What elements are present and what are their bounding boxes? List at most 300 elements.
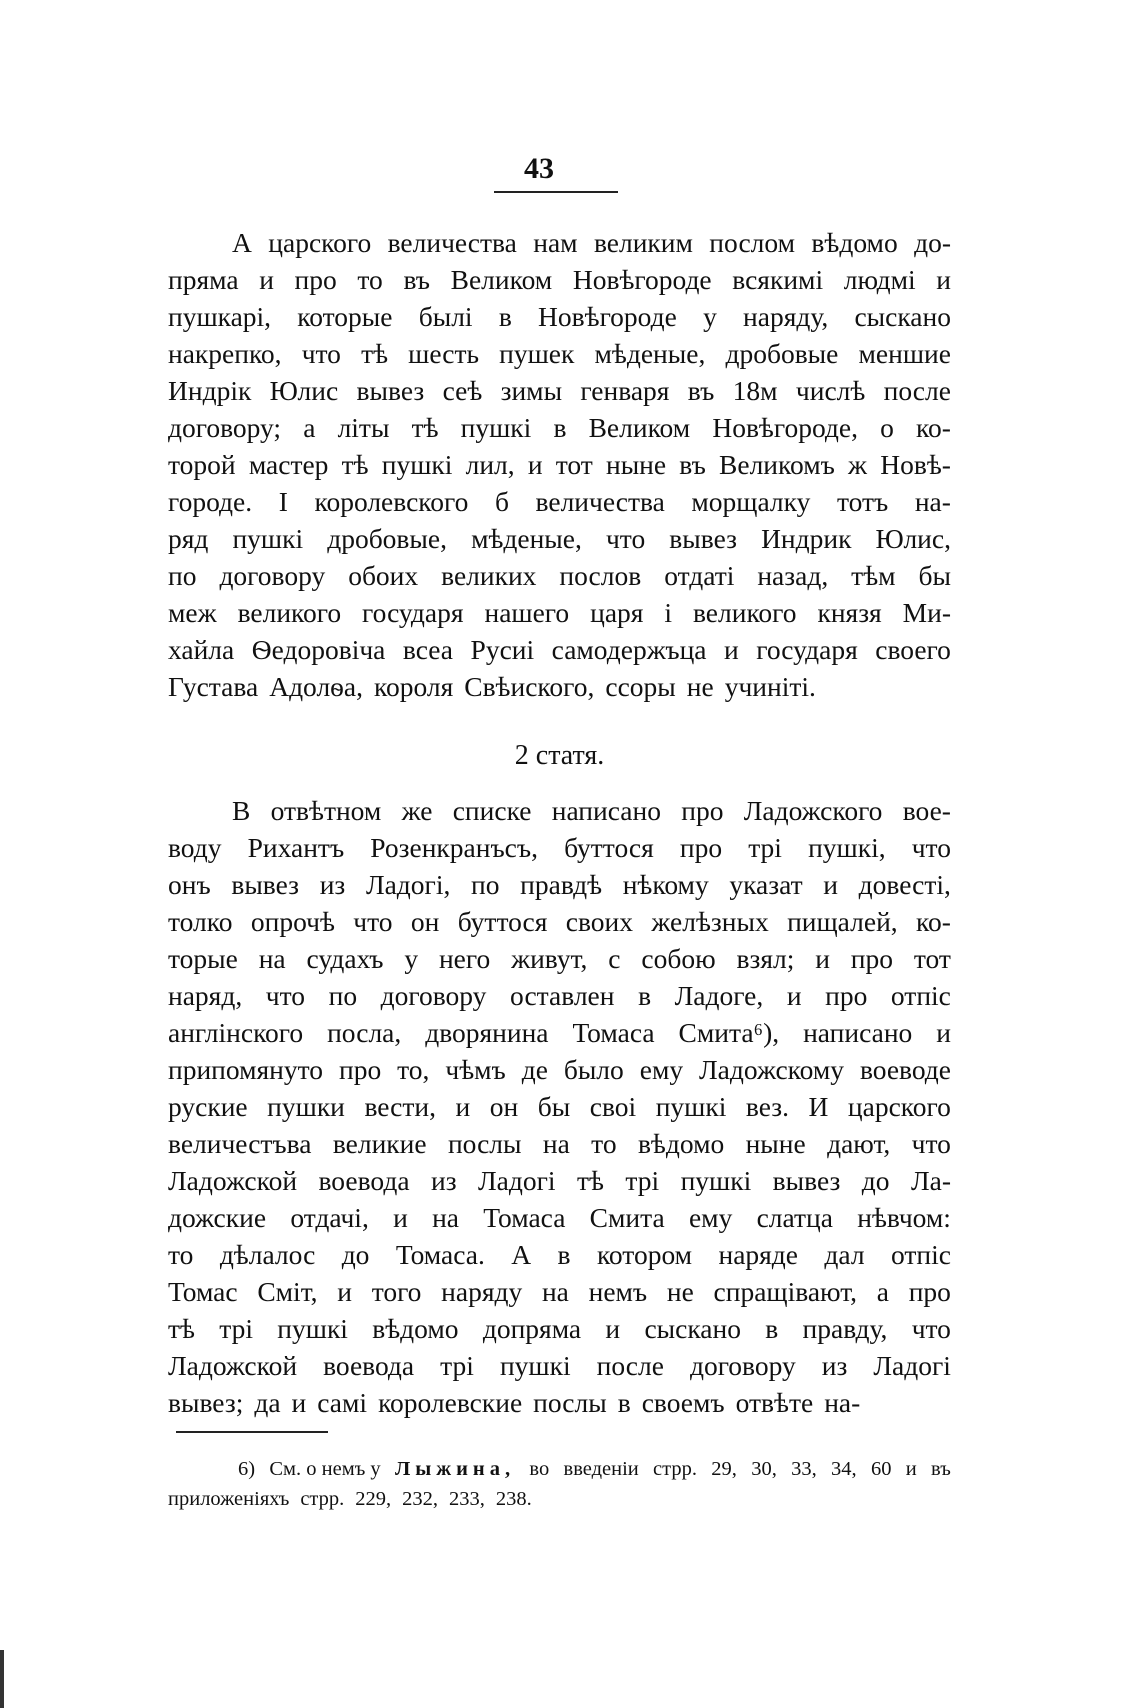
text-word: было	[563, 1054, 624, 1085]
text-word: вывез	[231, 869, 300, 900]
text-line	[168, 903, 951, 940]
text-word: Томаса.	[395, 1239, 485, 1270]
footnote-rule	[176, 1431, 328, 1433]
text-line	[168, 1162, 951, 1199]
text-word: отвѣте	[735, 1387, 814, 1418]
text-word: и	[605, 1313, 621, 1344]
text-word: нам	[533, 227, 578, 258]
text-word: князя	[817, 597, 882, 628]
text-word: В	[232, 795, 251, 826]
text-word: Юлис,	[875, 523, 951, 554]
text-word: на-	[824, 1387, 861, 1418]
text-line	[168, 940, 951, 977]
text-word: ж	[848, 449, 868, 480]
text-word: всякимі	[732, 264, 824, 295]
text-word: мѣденые,	[471, 523, 582, 554]
text-word: и	[393, 1202, 408, 1233]
text-word: послы	[447, 1128, 522, 1159]
text-line	[168, 1273, 951, 1310]
text-word: живут,	[511, 943, 588, 974]
footnote-word: 233,	[449, 1488, 485, 1510]
text-word: Великом	[588, 412, 691, 443]
text-word: дал	[824, 1239, 865, 1270]
text-word: и	[724, 634, 739, 665]
text-word: самодержъца	[551, 634, 707, 665]
text-word: Свѣиского,	[464, 671, 595, 702]
text-word: тѣ	[361, 338, 389, 369]
text-word: и	[936, 1017, 951, 1048]
text-word: написано	[803, 1017, 913, 1048]
text-word: отдачі,	[290, 1202, 369, 1233]
text-word: и	[337, 1276, 352, 1307]
text-word: что	[301, 338, 341, 369]
text-word: Индрик	[761, 523, 852, 554]
text-word: въ	[687, 375, 715, 406]
text-word: Ла-	[910, 1165, 951, 1196]
text-word: желѣзных	[651, 906, 769, 937]
text-word: из	[319, 869, 346, 900]
text-word: Сміт,	[257, 1276, 318, 1307]
text-word: хайла	[168, 634, 235, 665]
text-word: взял;	[736, 943, 795, 974]
text-word: дворянина	[425, 1017, 549, 1048]
text-word: шесть	[408, 338, 480, 369]
text-word: трі	[219, 1313, 253, 1344]
text-word: же	[401, 795, 433, 826]
text-word: то,	[397, 1054, 430, 1085]
text-line	[168, 372, 951, 409]
text-word: и	[455, 1091, 471, 1122]
text-word: государя	[362, 597, 464, 628]
text-word: о	[880, 412, 894, 443]
text-line	[168, 668, 951, 705]
text-word: Томас	[168, 1276, 238, 1307]
text-word: трі	[440, 1350, 474, 1381]
text-word: трі	[748, 832, 782, 863]
text-word: до	[341, 1239, 370, 1270]
text-word: и	[936, 264, 951, 295]
text-word: сыскано	[644, 1313, 741, 1344]
text-word: дожские	[168, 1202, 267, 1233]
text-word: дѣлалос	[219, 1239, 316, 1270]
text-word: договору	[219, 560, 326, 591]
text-word: пряма	[168, 264, 239, 295]
text-word: вывез;	[168, 1387, 244, 1418]
text-word: трі	[625, 1165, 660, 1196]
footnote-marker: 6)	[238, 1458, 256, 1480]
text-word: мѣденые,	[594, 338, 706, 369]
text-word: договору	[380, 980, 487, 1011]
text-word: до-	[914, 227, 951, 258]
text-word: на-	[914, 486, 951, 517]
text-word: Новѣгороде	[538, 301, 677, 332]
text-word: Ладожского	[743, 795, 883, 826]
footnote-line-1	[168, 1454, 951, 1484]
text-word: своих	[565, 906, 634, 937]
text-word: что	[911, 832, 951, 863]
text-word: воевода	[318, 1165, 410, 1196]
text-line	[168, 792, 951, 829]
text-word: назад,	[757, 560, 829, 591]
text-word: того	[371, 1276, 422, 1307]
article-1-paragraph	[168, 224, 951, 705]
text-word: ссоры	[605, 671, 676, 702]
text-line	[168, 409, 951, 446]
text-line	[168, 631, 951, 668]
text-word: наряд,	[168, 980, 243, 1011]
text-word: после	[596, 1350, 664, 1381]
text-word: отдаті	[664, 560, 735, 591]
text-word: из	[430, 1165, 457, 1196]
text-word: в	[553, 412, 567, 443]
text-word: наряду,	[743, 301, 829, 332]
text-word: Ладогі	[478, 1165, 556, 1196]
text-word: что	[605, 523, 646, 554]
text-word: пушкі	[655, 1091, 727, 1122]
text-word: мастер	[248, 449, 329, 480]
text-word: ко-	[916, 906, 951, 937]
text-word: ему	[688, 1202, 733, 1233]
text-word: въ	[679, 449, 706, 480]
text-word: былі	[418, 301, 473, 332]
article-2-heading: 2 статя.	[514, 740, 605, 771]
text-word: онъ	[168, 869, 211, 900]
text-word: накрепко,	[168, 338, 282, 369]
text-word: он	[410, 906, 440, 937]
text-word: в	[498, 301, 512, 332]
text-word: величества	[387, 227, 517, 258]
text-word: про	[850, 943, 894, 974]
text-word: списке	[452, 795, 532, 826]
text-word: дробовые	[725, 338, 839, 369]
text-word: великие	[332, 1128, 427, 1159]
footnote-word: стрр.	[300, 1488, 345, 1510]
text-word: де	[521, 1054, 548, 1085]
footnote-word: приложеніяхъ	[168, 1488, 290, 1510]
text-word: сеѣ	[442, 375, 483, 406]
text-word: величества	[535, 486, 665, 517]
text-word: Ладожскому	[699, 1054, 844, 1085]
text-word: на	[258, 943, 286, 974]
text-word: тѣ	[576, 1165, 604, 1196]
text-word: договору	[689, 1350, 796, 1381]
text-word: а	[303, 412, 316, 443]
text-word: великого	[692, 597, 797, 628]
text-word: великих	[441, 560, 537, 591]
text-word: великим	[593, 227, 693, 258]
text-word: пушкарі,	[168, 301, 272, 332]
text-word: тотъ	[836, 486, 889, 517]
text-word: слатца	[756, 1202, 833, 1233]
text-line	[168, 557, 951, 594]
text-word: Ладожской	[168, 1350, 298, 1381]
footnote-line-2	[168, 1484, 951, 1514]
text-word: в	[617, 1387, 631, 1418]
text-word: тѣ	[341, 449, 369, 480]
text-word: тот	[913, 943, 951, 974]
text-line	[168, 1125, 951, 1162]
text-word: вывез	[356, 375, 425, 406]
text-word: отпіс	[890, 980, 951, 1011]
text-line	[168, 483, 951, 520]
text-line	[168, 335, 951, 372]
text-word: пушкі	[499, 1350, 571, 1381]
text-word: б	[494, 486, 509, 517]
text-word: по	[168, 560, 197, 591]
text-line	[168, 866, 951, 903]
text-line	[168, 977, 951, 1014]
text-word: нѣвчом:	[857, 1202, 951, 1233]
text-word: договору;	[168, 412, 282, 443]
text-word: сыскано	[854, 301, 951, 332]
text-word: что	[265, 980, 306, 1011]
text-word: в	[765, 1313, 779, 1344]
text-word: с	[608, 943, 621, 974]
text-word: короля	[374, 671, 454, 702]
text-line	[168, 829, 951, 866]
text-word: пушек	[499, 338, 575, 369]
text-word: нѣкому	[622, 869, 709, 900]
text-word: своего	[875, 634, 951, 665]
text-word: ему	[639, 1054, 684, 1085]
footnote-word: во	[529, 1458, 550, 1480]
text-line	[168, 1014, 951, 1051]
text-word: дробовые,	[327, 523, 447, 554]
text-word: городе.	[168, 486, 253, 517]
text-word: до	[861, 1165, 890, 1196]
text-word: вѣдомо	[637, 1128, 725, 1159]
text-word: ныне	[605, 449, 667, 480]
text-word: вѣдомо	[811, 227, 898, 258]
text-word: собою	[641, 943, 716, 974]
text-word: Ладожской	[168, 1165, 298, 1196]
footnote-word: 33,	[791, 1458, 817, 1480]
text-word: Смита⁶),	[678, 1017, 780, 1048]
text-word: вывез	[669, 523, 737, 554]
text-word: Розенкранъсъ,	[370, 832, 538, 863]
scan-edge-mark	[0, 1650, 4, 1708]
text-word: тѣ	[168, 1313, 195, 1344]
text-line	[168, 224, 951, 261]
text-word: наряду	[441, 1276, 523, 1307]
text-word: Томаса	[483, 1202, 566, 1233]
text-word: послом	[709, 227, 796, 258]
text-word: Великомъ	[719, 449, 835, 480]
text-word: Ми-	[902, 597, 951, 628]
text-word: него	[438, 943, 491, 974]
text-word: немъ	[588, 1276, 648, 1307]
text-word: и	[823, 869, 839, 900]
text-word: нашего	[484, 597, 570, 628]
text-line	[168, 298, 951, 335]
text-word: дают,	[827, 1128, 891, 1159]
text-word: лил,	[465, 449, 515, 480]
text-line	[168, 1347, 951, 1384]
text-word: учиніті.	[724, 671, 816, 702]
text-word: Индрік	[168, 375, 252, 406]
page-number-rule	[494, 191, 618, 193]
text-word: великого	[237, 597, 342, 628]
text-word: то	[591, 1128, 617, 1159]
text-word: вез.	[745, 1091, 789, 1122]
text-line	[168, 1236, 951, 1273]
footnote-text: См. о немъ у	[269, 1458, 381, 1480]
text-word: про	[825, 980, 868, 1011]
text-word: Русиі	[470, 634, 535, 665]
text-word: ныне	[745, 1128, 806, 1159]
text-word: и	[527, 449, 543, 480]
footnote-word: 30,	[751, 1458, 777, 1480]
text-word: на	[432, 1202, 460, 1233]
text-word: зимы	[500, 375, 563, 406]
text-word: буттося	[564, 832, 654, 863]
text-word: припомянуто	[168, 1054, 324, 1085]
footnote-word: 34,	[831, 1458, 857, 1480]
text-word: да	[254, 1387, 281, 1418]
text-word: Новѣгороде,	[712, 412, 858, 443]
text-word: царского	[268, 227, 372, 258]
text-word: вое-	[902, 795, 951, 826]
footnote-author: Лыжина,	[394, 1458, 516, 1480]
text-word: у	[703, 301, 717, 332]
text-word: числѣ	[795, 375, 866, 406]
text-line	[168, 446, 951, 483]
text-word: і	[664, 597, 673, 628]
text-word: тот	[555, 449, 593, 480]
text-word: пищалей,	[787, 906, 898, 937]
text-word: послы	[533, 1387, 607, 1418]
text-word: чѣмъ	[445, 1054, 506, 1085]
text-word: воеводе	[859, 1054, 951, 1085]
text-word: Ѳедоровіча	[251, 634, 386, 665]
text-word: которые	[297, 301, 393, 332]
footnote-word: и	[905, 1458, 917, 1480]
text-word: опрочѣ	[250, 906, 335, 937]
page-number: 43	[524, 152, 554, 185]
text-word: толко	[168, 906, 233, 937]
text-word: Юлис	[269, 375, 339, 406]
text-word: оставлен	[510, 980, 615, 1011]
text-word: А	[232, 227, 252, 258]
footnote-word: 60	[870, 1458, 892, 1480]
text-word: тѣм	[851, 560, 896, 591]
text-word: меж	[168, 597, 217, 628]
text-word: вывез	[772, 1165, 841, 1196]
text-line	[168, 1088, 951, 1125]
text-word: Густава	[168, 671, 259, 702]
text-word: про	[339, 1054, 382, 1085]
text-word: морщалку	[691, 486, 811, 517]
footnote-word: стрр.	[653, 1458, 697, 1480]
text-word: царя	[590, 597, 644, 628]
text-word: царского	[847, 1091, 951, 1122]
text-word: на	[542, 1128, 570, 1159]
text-word: наряде	[718, 1239, 799, 1270]
text-word: в	[638, 980, 652, 1011]
text-word: правду,	[802, 1313, 888, 1344]
text-word: пушкі	[381, 449, 453, 480]
text-word: и	[786, 980, 802, 1011]
text-word: судахъ	[306, 943, 384, 974]
text-word: пушкі	[277, 1313, 348, 1344]
footnote-word: въ	[931, 1458, 951, 1480]
text-word: всеа	[402, 634, 454, 665]
text-word: 18м	[732, 375, 778, 406]
text-word: обоих	[348, 560, 419, 591]
text-word: торой	[168, 449, 236, 480]
text-word: ко-	[916, 412, 951, 443]
text-word: про	[294, 264, 337, 295]
text-word: государя	[756, 634, 858, 665]
text-word: тѣ	[411, 412, 439, 443]
text-word: въ	[403, 264, 430, 295]
text-word: А	[511, 1239, 532, 1270]
text-word: Томаса	[572, 1017, 655, 1048]
text-line	[168, 1384, 951, 1421]
text-word: своемъ	[641, 1387, 725, 1418]
text-word: по	[328, 980, 358, 1011]
text-line	[168, 594, 951, 631]
text-word: самі	[317, 1387, 368, 1418]
text-word: буттося	[457, 906, 548, 937]
article-2-paragraph	[168, 792, 951, 1421]
text-word: літы	[337, 412, 390, 443]
text-word: правдѣ	[520, 869, 603, 900]
text-word: вести,	[364, 1091, 436, 1122]
text-word: вѣдомо	[372, 1313, 459, 1344]
text-word: котором	[596, 1239, 693, 1270]
text-word: что	[911, 1128, 951, 1159]
footnote	[168, 1454, 951, 1514]
text-word: пушки	[267, 1091, 345, 1122]
text-line	[168, 1199, 951, 1236]
text-line	[168, 1051, 951, 1088]
text-word: по	[471, 869, 500, 900]
text-word: воевода	[323, 1350, 415, 1381]
text-word: торые	[168, 943, 238, 974]
text-word: послов	[559, 560, 642, 591]
text-word: І	[278, 486, 288, 517]
text-word: Новѣ-	[880, 449, 951, 480]
text-word: из	[821, 1350, 848, 1381]
text-word: Смита	[589, 1202, 665, 1233]
text-word: Рихантъ	[247, 832, 345, 863]
text-word: после	[883, 375, 951, 406]
text-word: своі	[589, 1091, 637, 1122]
text-word: королевские	[378, 1387, 523, 1418]
text-word: королевского	[314, 486, 469, 517]
text-word: бы	[918, 560, 951, 591]
text-word: то	[357, 264, 383, 295]
text-word: меншие	[858, 338, 951, 369]
text-word: указат	[729, 869, 803, 900]
text-word: про	[679, 832, 723, 863]
footnote-word: 29,	[711, 1458, 737, 1480]
text-word: и	[259, 264, 274, 295]
text-word: допряма	[482, 1313, 582, 1344]
text-word: и	[815, 943, 830, 974]
text-word: у	[404, 943, 419, 974]
text-word: Адолѳа,	[269, 671, 363, 702]
text-word: на	[541, 1276, 569, 1307]
footnote-word: 238.	[495, 1488, 532, 1510]
text-word: Великом	[450, 264, 553, 295]
text-word: не	[686, 671, 714, 702]
text-word: он	[489, 1091, 519, 1122]
footnote-word: введеніи	[563, 1458, 639, 1480]
text-word: а	[876, 1276, 889, 1307]
text-word: спращівают,	[713, 1276, 858, 1307]
